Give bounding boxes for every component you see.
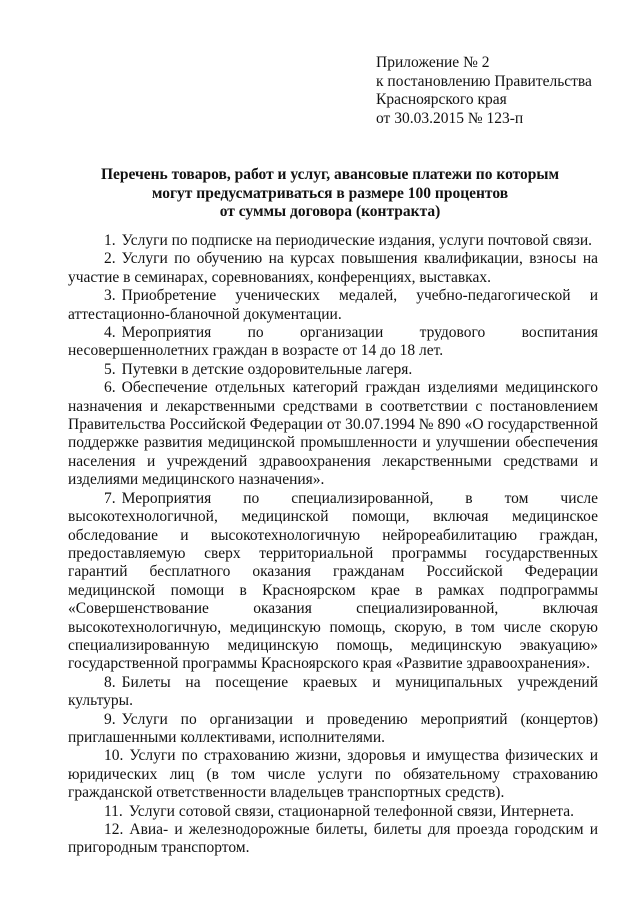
item-text: Авиа- и железнодорожные билеты, билеты для проезда городским и пригородным транспортом. bbox=[68, 821, 598, 857]
list-item bbox=[68, 324, 598, 361]
item-number: 11. bbox=[104, 802, 123, 820]
list-item bbox=[68, 232, 598, 250]
list-item bbox=[68, 361, 598, 379]
item-number: 4. bbox=[104, 324, 116, 342]
item-text: Билеты на посещение краевых и муниципальных учреждений культуры. bbox=[68, 673, 598, 710]
list-item bbox=[68, 803, 598, 821]
item-text: Путевки в детские оздоровительные лагеря. bbox=[121, 360, 413, 378]
list-item bbox=[68, 674, 598, 711]
list-item bbox=[68, 821, 598, 858]
item-number: 5. bbox=[104, 360, 116, 378]
item-number: 7. bbox=[104, 489, 116, 507]
list-item bbox=[68, 287, 598, 324]
item-text: Услуги по подписке на периодические издания, услуги почтовой связи. bbox=[121, 232, 592, 249]
title-line: могут предусматриваться в размере 100 процентов bbox=[151, 184, 509, 202]
title-line: Перечень товаров, работ и услуг, авансовые платежи по которым bbox=[100, 166, 560, 183]
item-text: Услуги сотовой связи, стационарной телефонной связи, Интернета. bbox=[128, 802, 575, 820]
item-text: Услуги по организации и проведению мероприятий (концертов) приглашенными коллективами, исполнителями. bbox=[68, 710, 598, 746]
item-text: Обеспечение отдельных категорий граждан изделиями медицинского назначения и лекарственными средствами в соответствии с постановлением Правительства Российской Федерации от 30.07.1994 № 890 «О государственной поддержке развития медицинской промышленности и улучшении обеспечения населения и учреждений здравоохранения лекарственными средствами и изделиями медицинского назначения». bbox=[68, 379, 598, 489]
item-number: 12. bbox=[104, 821, 124, 838]
item-number: 6. bbox=[104, 379, 116, 397]
list-item bbox=[68, 747, 598, 802]
title-line: от суммы договора (контракта) bbox=[219, 203, 441, 220]
item-text: Услуги по страхованию жизни, здоровья и имущества физических и юридических лиц (в том числе услуги по обязательному страхованию гражданской ответственности владельцев транспортных средств). bbox=[68, 747, 598, 802]
appendix-region: Красноярского края bbox=[376, 91, 507, 108]
item-text: Приобретение ученических медалей, учебно-педагогической и аттестационно-бланочной документации. bbox=[68, 287, 598, 323]
appendix-resolution-ref: к постановлению Правительства bbox=[376, 72, 592, 90]
item-text: Мероприятия по специализированной, в том числе высокотехнологичной, медицинской помощи, включая медицинское обследование и высокотехнологичную нейрореабилитацию граждан, предоставляемую сверх территориальной программы государственных гарантий бесплатного оказания гражданам Российской Федерации медицинской помощи в Красноярском крае в рамках подпрограммы «Совершенствование оказания специализированной, включая высокотехнологичную, медицинскую помощь, скорую, в том числе скорую специализированную медицинскую помощь, медицинскую эвакуацию» государственной программы Красноярского края «Развитие здравоохранения». bbox=[68, 489, 598, 673]
item-number: 10. bbox=[104, 747, 124, 765]
item-text: Услуги по обучению на курсах повышения квалификации, взносы на участие в семинарах, соревнованиях, конференциях, выставках. bbox=[68, 250, 598, 286]
item-number: 9. bbox=[104, 710, 116, 728]
item-number: 8. bbox=[104, 673, 116, 691]
items-list bbox=[68, 232, 598, 858]
document-title bbox=[60, 166, 600, 222]
appendix-header bbox=[376, 54, 626, 128]
list-item bbox=[68, 250, 598, 287]
list-item bbox=[68, 711, 598, 748]
item-number: 1. bbox=[104, 232, 116, 249]
item-number: 2. bbox=[104, 250, 116, 268]
appendix-date: от 30.03.2015 № 123-п bbox=[376, 109, 524, 127]
list-item bbox=[68, 379, 598, 489]
item-text: Мероприятия по организации трудового воспитания несовершеннолетних граждан в возрасте от 14 до 18 лет. bbox=[68, 324, 598, 360]
list-item bbox=[68, 490, 598, 674]
item-number: 3. bbox=[104, 287, 116, 305]
appendix-number: Приложение № 2 bbox=[376, 54, 490, 71]
